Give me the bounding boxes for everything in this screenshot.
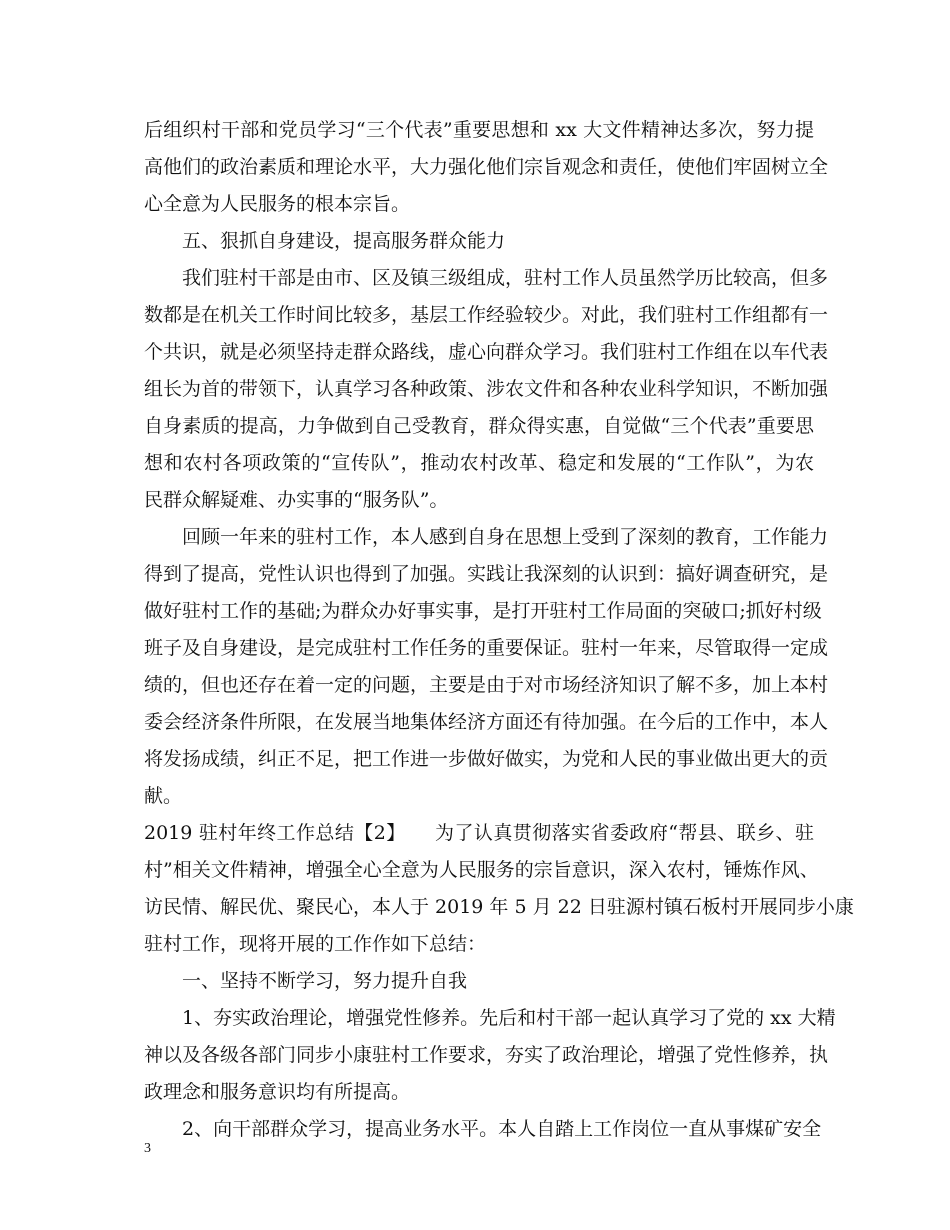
text-line: 心全意为人民服务的根本宗旨。 (144, 193, 411, 215)
text-line: 委会经济条件所限，在发展当地集体经济方面还有待加强。在今后的工作中，本人 (144, 711, 829, 733)
text-line: 村”相关文件精神，增强全心全意为人民服务的宗旨意识，深入农村，锤炼作风、 (144, 859, 819, 881)
text-line: 组长为首的带领下，认真学习各种政策、涉农文件和各种农业科学知识，不断加强 (144, 378, 829, 400)
text-line: 民群众解疑难、办实事的“服务队”。 (144, 489, 449, 511)
section-title-line: 2019 驻村年终工作总结【2】 为了认真贯彻落实省委政府“帮县、联乡、驻 (144, 822, 814, 844)
text-line: 个共识，就是必须坚持走群众路线，虚心向群众学习。我们驻村工作组在以车代表 (144, 341, 829, 363)
text-line: 自身素质的提高，力争做到自己受教育，群众得实惠，自觉做“三个代表”重要思 (144, 415, 814, 437)
text-line: 神以及各级各部门同步小康驻村工作要求，夯实了政治理论，增强了党性修养，执 (144, 1044, 829, 1066)
text-line: 1、夯实政治理论，增强党性修养。先后和村干部一起认真学习了党的 xx 大精 (182, 1007, 836, 1029)
text-line: 得到了提高，党性认识也得到了加强。实践让我深刻的认识到：搞好调查研究，是 (144, 563, 829, 585)
document-body (144, 112, 854, 1148)
section-heading: 五、狠抓自身建设，提高服务群众能力 (182, 230, 506, 252)
text-line: 献。 (144, 785, 183, 807)
text-line: 访民情、解民优、聚民心，本人于 2019 年 5 月 22 日驻源村镇石板村开展同步小康 (144, 896, 854, 918)
text-line: 绩的，但也还存在着一定的问题，主要是由于对市场经济知识了解不多，加上本村 (144, 674, 829, 696)
text-line: 我们驻村干部是由市、区及镇三级组成，驻村工作人员虽然学历比较高，但多 (182, 267, 829, 289)
text-line: 2、向干部群众学习，提高业务水平。本人自踏上工作岗位一直从事煤矿安全 (182, 1118, 822, 1140)
text-line: 后组织村干部和党员学习“三个代表”重要思想和 xx 大文件精神达多次，努力提 (144, 119, 814, 141)
section-heading: 一、坚持不断学习，努力提升自我 (182, 970, 468, 992)
text-line: 数都是在机关工作时间比较多，基层工作经验较少。对此，我们驻村工作组都有一 (144, 304, 829, 326)
text-line: 高他们的政治素质和理论水平，大力强化他们宗旨观念和责任，使他们牢固树立全 (144, 156, 829, 178)
text-line: 想和农村各项政策的“宣传队”，推动农村改革、稳定和发展的“工作队”，为农 (144, 452, 814, 474)
page-number: 3 (144, 1141, 151, 1156)
text-line: 政理念和服务意识均有所提高。 (144, 1081, 411, 1103)
text-line: 回顾一年来的驻村工作，本人感到自身在思想上受到了深刻的教育，工作能力 (182, 526, 829, 548)
text-line: 将发扬成绩，纠正不足，把工作进一步做好做实，为党和人民的事业做出更大的贡 (144, 748, 829, 770)
text-line: 做好驻村工作的基础;为群众办好事实事，是打开驻村工作局面的突破口;抓好村级 (144, 600, 822, 622)
text-line: 班子及自身建设，是完成驻村工作任务的重要保证。驻村一年来，尽管取得一定成 (144, 637, 829, 659)
text-line: 驻村工作，现将开展的工作作如下总结： (144, 933, 487, 955)
